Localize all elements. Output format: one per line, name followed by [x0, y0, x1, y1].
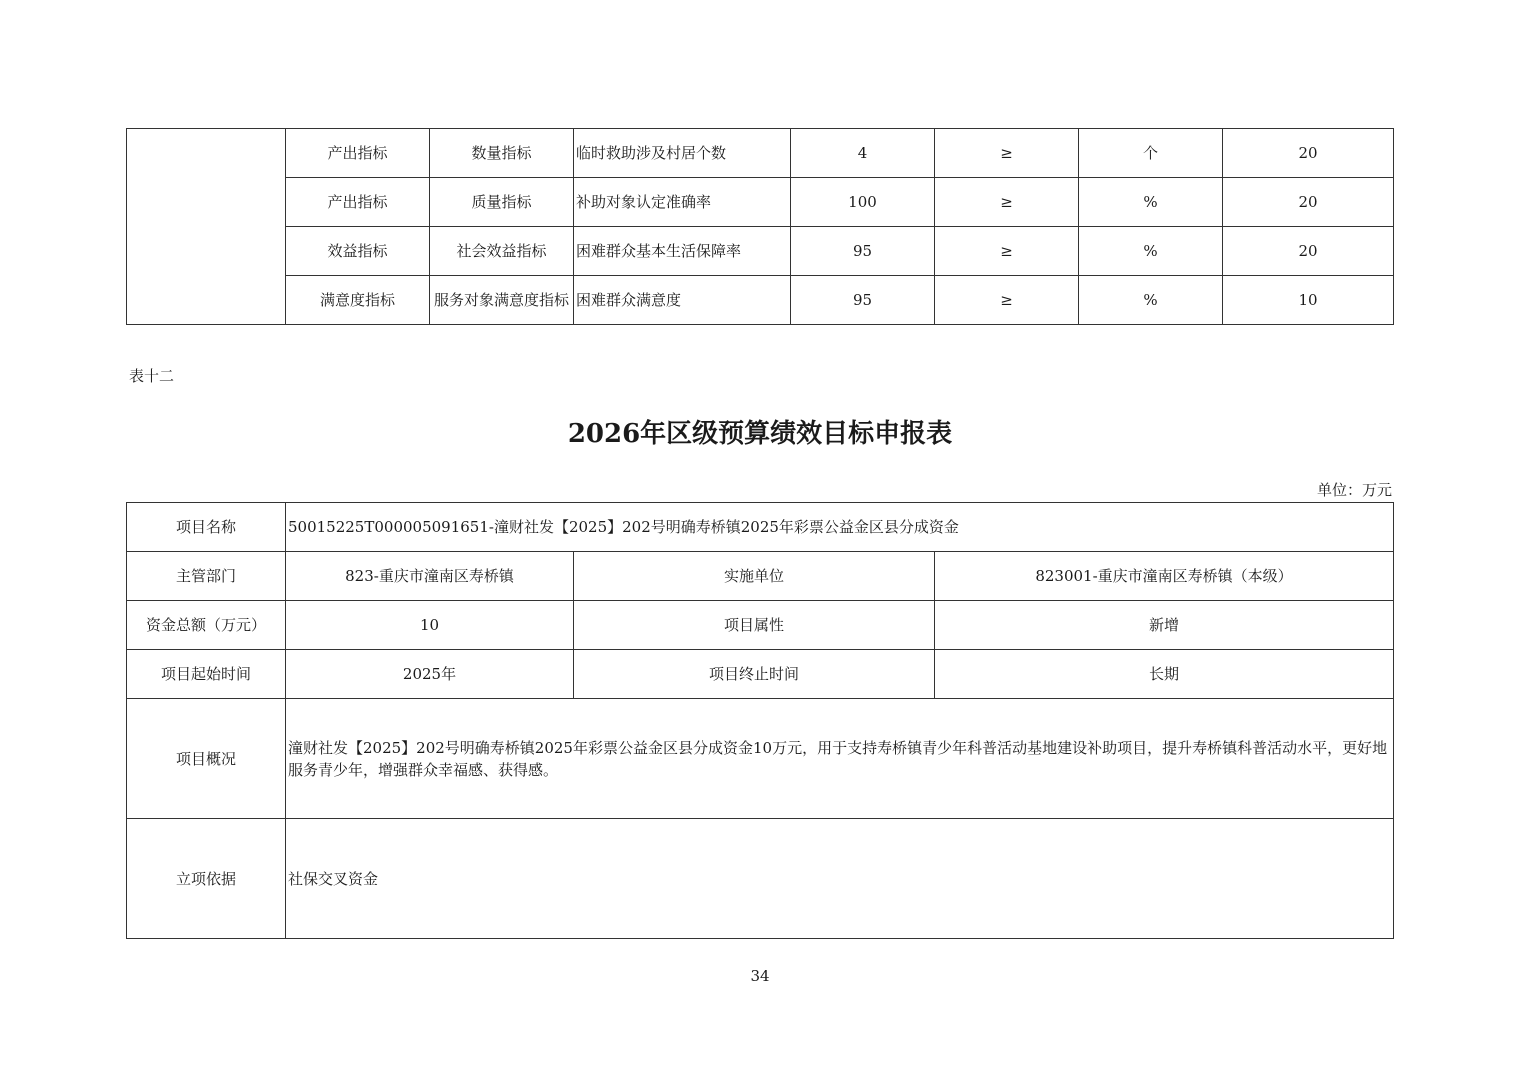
overview-value: 潼财社发【2025】202号明确寿桥镇2025年彩票公益金区县分成资金10万元，用于支持寿桥镇青少年科普活动基地建设补助项目，提升寿桥镇科普活动水平，更好地服务青少年，增强群众幸福感、获得感。 [286, 699, 1394, 819]
table-row [127, 178, 1394, 227]
indicator-weight: 20 [1223, 129, 1394, 178]
overview-label: 项目概况 [127, 699, 286, 819]
indicator-name: 临时救助涉及村居个数 [574, 129, 791, 178]
level1-indicator: 产出指标 [286, 129, 430, 178]
attr-value: 新增 [935, 601, 1394, 650]
table-row [127, 503, 1394, 552]
indicator-weight: 20 [1223, 227, 1394, 276]
blank-merged-cell [127, 129, 286, 325]
indicator-weight: 20 [1223, 178, 1394, 227]
indicator-name: 困难群众基本生活保障率 [574, 227, 791, 276]
dept-label: 主管部门 [127, 552, 286, 601]
indicator-operator: ≥ [935, 129, 1079, 178]
indicator-unit: % [1079, 227, 1223, 276]
level2-indicator: 数量指标 [430, 129, 574, 178]
level1-indicator: 效益指标 [286, 227, 430, 276]
indicator-unit: 个 [1079, 129, 1223, 178]
amount-value: 10 [286, 601, 574, 650]
end-label: 项目终止时间 [574, 650, 935, 699]
indicator-value: 95 [791, 227, 935, 276]
end-value: 长期 [935, 650, 1394, 699]
indicator-operator: ≥ [935, 227, 1079, 276]
project-name-value: 50015225T000005091651-潼财社发【2025】202号明确寿桥镇2025年彩票公益金区县分成资金 [286, 503, 1394, 552]
indicator-name: 困难群众满意度 [574, 276, 791, 325]
table-row [127, 129, 1394, 178]
amount-label: 资金总额（万元） [127, 601, 286, 650]
level1-indicator: 满意度指标 [286, 276, 430, 325]
indicator-name: 补助对象认定准确率 [574, 178, 791, 227]
table-row [127, 699, 1394, 819]
indicator-value: 95 [791, 276, 935, 325]
indicator-operator: ≥ [935, 276, 1079, 325]
page-number: 34 [750, 967, 770, 985]
level2-indicator: 服务对象满意度指标 [430, 276, 574, 325]
table-row [127, 650, 1394, 699]
level1-indicator: 产出指标 [286, 178, 430, 227]
impl-label: 实施单位 [574, 552, 935, 601]
attr-label: 项目属性 [574, 601, 935, 650]
indicator-unit: % [1079, 276, 1223, 325]
indicator-operator: ≥ [935, 178, 1079, 227]
table-row [127, 227, 1394, 276]
table-row [127, 552, 1394, 601]
table-number-label: 表十二 [129, 367, 175, 385]
project-info-table [126, 502, 1394, 939]
indicator-unit: % [1079, 178, 1223, 227]
table-row [127, 819, 1394, 939]
table-row [127, 601, 1394, 650]
indicator-value: 100 [791, 178, 935, 227]
page-title: 2026年区级预算绩效目标申报表 [567, 419, 953, 449]
project-name-label: 项目名称 [127, 503, 286, 552]
indicator-weight: 10 [1223, 276, 1394, 325]
dept-value: 823-重庆市潼南区寿桥镇 [286, 552, 574, 601]
level2-indicator: 质量指标 [430, 178, 574, 227]
table-row [127, 276, 1394, 325]
start-label: 项目起始时间 [127, 650, 286, 699]
level2-indicator: 社会效益指标 [430, 227, 574, 276]
basis-value: 社保交叉资金 [286, 819, 1394, 939]
unit-label: 单位：万元 [1316, 481, 1392, 499]
indicator-value: 4 [791, 129, 935, 178]
performance-indicator-table [126, 128, 1394, 325]
start-value: 2025年 [286, 650, 574, 699]
basis-label: 立项依据 [127, 819, 286, 939]
impl-value: 823001-重庆市潼南区寿桥镇（本级） [935, 552, 1394, 601]
